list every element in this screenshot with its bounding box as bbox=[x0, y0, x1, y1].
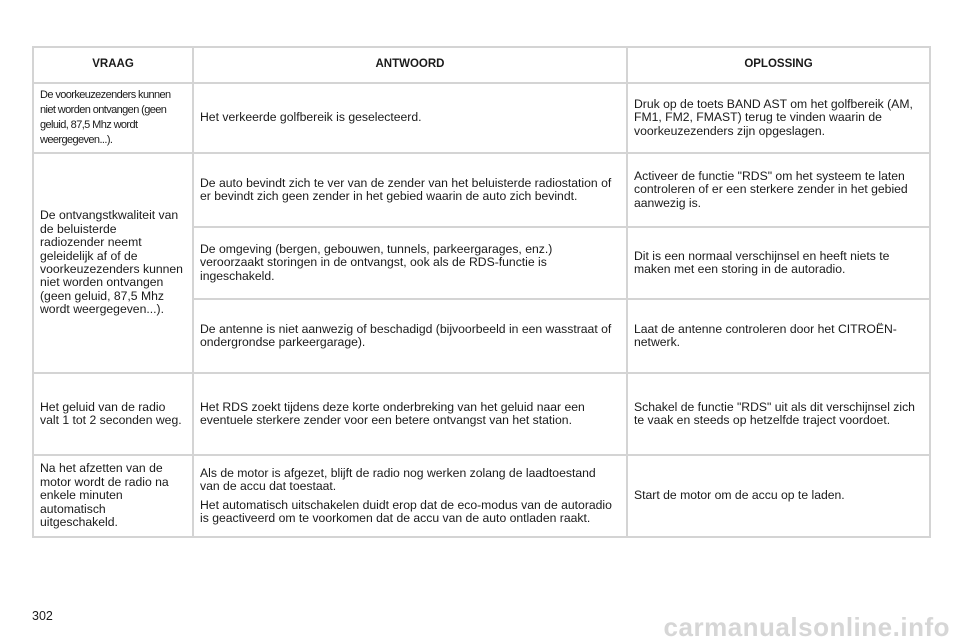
header-row bbox=[33, 47, 930, 83]
header-answer: ANTWOORD bbox=[193, 47, 627, 83]
page-number: 302 bbox=[32, 609, 53, 623]
answer-cell: De antenne is niet aanwezig of beschadigd (bijvoorbeeld in een wasstraat of ondergrondse parkeergarage). bbox=[193, 299, 627, 373]
watermark-text: carmanualsonline.info bbox=[663, 612, 950, 642]
answer-cell bbox=[193, 455, 627, 537]
solution-cell: Start de motor om de accu op te laden. bbox=[627, 455, 930, 537]
question-cell: Na het afzetten van de motor wordt de radio na enkele minuten automatisch uitgeschakeld. bbox=[33, 455, 193, 537]
solution-cell: Schakel de functie "RDS" uit als dit verschijnsel zich te vaak en steeds op hetzelfde traject voordoet. bbox=[627, 373, 930, 455]
solution-cell: Druk op de toets BAND AST om het golfbereik (AM, FM1, FM2, FMAST) terug te vinden waarin de voorkeuzezenders zijn opgeslagen. bbox=[627, 83, 930, 153]
faq-table bbox=[32, 46, 931, 538]
solution-cell: Dit is een normaal verschijnsel en heeft niets te maken met een storing in de autoradio. bbox=[627, 227, 930, 299]
answer-paragraph: Als de motor is afgezet, blijft de radio nog werken zolang de laadtoestand van de accu dat toestaat. bbox=[200, 465, 596, 494]
table-row bbox=[33, 83, 930, 153]
answer-cell: Het verkeerde golfbereik is geselecteerd. bbox=[193, 83, 627, 153]
header-solution: OPLOSSING bbox=[627, 47, 930, 83]
header-question: VRAAG bbox=[33, 47, 193, 83]
table-row bbox=[33, 153, 930, 227]
answer-paragraph: Het automatisch uitschakelen duidt erop dat de eco-modus van de autoradio is geactiveerd om te voorkomen dat de accu van de auto ontladen raakt. bbox=[200, 497, 612, 525]
question-cell: De ontvangstkwaliteit van de beluisterde radiozender neemt geleidelijk af of de voorkeuzezenders kunnen niet worden ontvangen (geen geluid, 87,5 Mhz wordt weergegeven...). bbox=[33, 153, 193, 373]
solution-cell: Activeer de functie "RDS" om het systeem te laten controleren of er een sterkere zender in het gebied aanwezig is. bbox=[627, 153, 930, 227]
answer-cell: De omgeving (bergen, gebouwen, tunnels, parkeergarages, enz.) veroorzaakt storingen in de ontvangst, ook als de RDS-functie is ingeschakeld. bbox=[193, 227, 627, 299]
answer-cell: De auto bevindt zich te ver van de zender van het beluisterde radiostation of er bevindt zich geen zender in het gebied waarin de auto zich bevindt. bbox=[193, 153, 627, 227]
answer-cell: Het RDS zoekt tijdens deze korte onderbreking van het geluid naar een eventuele sterkere zender voor een betere ontvangst van het station. bbox=[193, 373, 627, 455]
question-cell: De voorkeuzezenders kunnen niet worden ontvangen (geen geluid, 87,5 Mhz wordt weergegeven...). bbox=[33, 83, 193, 153]
question-cell: Het geluid van de radio valt 1 tot 2 seconden weg. bbox=[33, 373, 193, 455]
table-row bbox=[33, 373, 930, 455]
table-row bbox=[33, 455, 930, 537]
solution-cell: Laat de antenne controleren door het CITROËN-netwerk. bbox=[627, 299, 930, 373]
